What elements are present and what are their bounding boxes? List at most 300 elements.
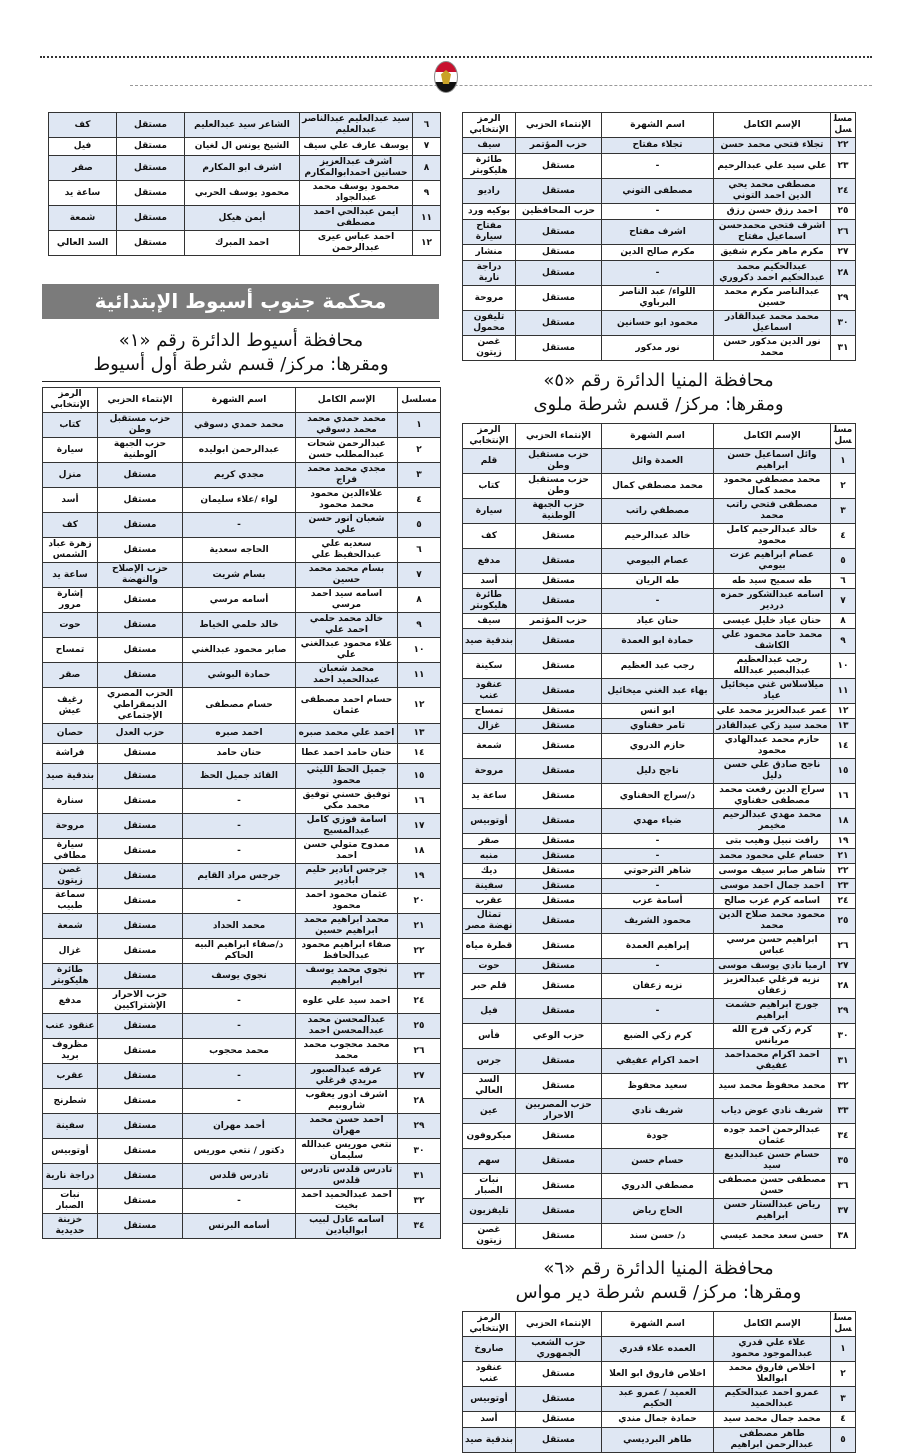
- cell-party: مستقل: [516, 1199, 602, 1224]
- cell-full-name: محمد حمدي محمد محمد دسوقي: [296, 413, 398, 438]
- cell-serial: ١٥: [831, 759, 856, 784]
- cell-full-name: عبدالناصر مكرم محمد حسين: [714, 286, 831, 311]
- cell-full-name: عمر عبدالعزيز محمد علي: [714, 704, 831, 719]
- table-row: [463, 1074, 856, 1099]
- candidates-table-minya-5: [462, 423, 856, 1249]
- table-header-row: [43, 388, 441, 413]
- cell-nickname: عصام البيومي: [602, 549, 714, 574]
- table-row: [463, 614, 856, 629]
- cell-nickname: العميد / عمرو عبد الحكيم: [602, 1387, 714, 1412]
- cell-serial: ٤: [398, 488, 441, 513]
- cell-serial: ٢٠: [398, 889, 441, 914]
- cell-serial: ١٥: [398, 764, 441, 789]
- cell-serial: ٦: [413, 113, 441, 138]
- cell-full-name: عمرو احمد عبدالحكيم عبدالحميد: [714, 1387, 831, 1412]
- cell-serial: ٣٢: [831, 1074, 856, 1099]
- table-row: [43, 864, 441, 889]
- cell-nickname: تجلاء مفتاح: [602, 138, 714, 154]
- cell-nickname: خالد عبدالرحيم: [602, 524, 714, 549]
- table-row: [43, 814, 441, 839]
- cell-full-name: بسام محمد محمد حسين: [296, 563, 398, 588]
- cell-nickname: د/صفاء ابراهيم البيه الحاكم: [183, 939, 296, 964]
- table-row: [463, 138, 856, 154]
- table-row: [463, 245, 856, 261]
- cell-serial: ٢٣: [831, 879, 856, 894]
- cell-symbol: إشارة مرور: [43, 588, 98, 613]
- cell-nickname: نجوي يوسف: [183, 964, 296, 989]
- column-header-full-name: الإسم الكامل: [296, 388, 398, 413]
- cell-party: مستقل: [98, 964, 183, 989]
- cell-symbol: سيف: [463, 614, 516, 629]
- table-row: [463, 589, 856, 614]
- cell-symbol: صقر: [463, 834, 516, 849]
- table-row: [43, 764, 441, 789]
- cell-symbol: سكينة: [463, 654, 516, 679]
- cell-serial: ١٩: [398, 864, 441, 889]
- cell-full-name: اسامه عبدالشكور حمزه دردير: [714, 589, 831, 614]
- cell-symbol: غصن زيتون: [463, 336, 516, 361]
- cell-full-name: احمد علي محمد صبره: [296, 724, 398, 744]
- cell-serial: ٢: [831, 1362, 856, 1387]
- table-header-row: [463, 424, 856, 449]
- table-row: [463, 809, 856, 834]
- cell-nickname: -: [183, 814, 296, 839]
- cell-nickname: مجدي كريم: [183, 463, 296, 488]
- cell-full-name: شعبان انور حسن علي: [296, 513, 398, 538]
- cell-full-name: جورج ابراهيم حشمت ابراهيم: [714, 999, 831, 1024]
- cell-party: حزب الجبهة الوطنية: [516, 499, 602, 524]
- cell-symbol: مروحة: [463, 286, 516, 311]
- cell-full-name: ناجح صادق علي حسن دليل: [714, 759, 831, 784]
- cell-nickname: نزيه زعفان: [602, 974, 714, 999]
- candidates-table-minya-6: [462, 1311, 856, 1453]
- table-row: [463, 909, 856, 934]
- cell-party: حزب المحافظين: [516, 204, 602, 220]
- cell-party: مستقل: [516, 809, 602, 834]
- table-row: [49, 231, 441, 256]
- cell-symbol: أسد: [463, 1412, 516, 1428]
- table-row: [463, 154, 856, 179]
- cell-symbol: أسد: [43, 488, 98, 513]
- cell-nickname: نور مدكور: [602, 336, 714, 361]
- cell-full-name: اسامه كرم عزب صالح: [714, 894, 831, 909]
- cell-nickname: حسام مصطفى: [183, 688, 296, 724]
- table-row: [463, 1199, 856, 1224]
- cell-full-name: جرجس ابادير حليم ابادير: [296, 864, 398, 889]
- cell-nickname: -: [602, 154, 714, 179]
- table-row: [463, 574, 856, 589]
- cell-full-name: احمد عباس عيرى عبدالرحمن: [300, 231, 413, 256]
- cell-party: مستقل: [516, 179, 602, 204]
- cell-serial: ٢٢: [831, 864, 856, 879]
- cell-symbol: سيارة: [463, 499, 516, 524]
- table-row: [43, 463, 441, 488]
- cell-full-name: مصطفى فتحي راتب محمد: [714, 499, 831, 524]
- cell-serial: ١٨: [831, 809, 856, 834]
- cell-serial: ١٢: [398, 688, 441, 724]
- table-row: [43, 613, 441, 638]
- table-header-row: [463, 113, 856, 138]
- cell-party: مستقل: [516, 261, 602, 286]
- cell-party: مستقل: [516, 1124, 602, 1149]
- cell-nickname: طه الريان: [602, 574, 714, 589]
- cell-symbol: شمعة: [43, 914, 98, 939]
- cell-symbol: غصن زيتون: [463, 1224, 516, 1249]
- cell-party: مستقل: [516, 999, 602, 1024]
- cell-symbol: راديو: [463, 179, 516, 204]
- cell-full-name: حنان عياد خليل عيسى: [714, 614, 831, 629]
- cell-symbol: فيل: [463, 999, 516, 1024]
- cell-symbol: عنقود عنب: [43, 1014, 98, 1039]
- cell-nickname: محمد مصطفي كمال: [602, 474, 714, 499]
- cell-full-name: محمد محجوب محمد محمد: [296, 1039, 398, 1064]
- cell-nickname: صابر محمود عبدالغني: [183, 638, 296, 663]
- cell-nickname: احمد المبرك: [185, 231, 300, 256]
- cell-nickname: حمادة البوشي: [183, 663, 296, 688]
- table-row: [463, 1149, 856, 1174]
- cell-party: مستقل: [516, 1049, 602, 1074]
- cell-symbol: ديك: [463, 864, 516, 879]
- cell-symbol: مروحة: [463, 759, 516, 784]
- cell-serial: ٢٢: [831, 138, 856, 154]
- cell-party: الحزب المصري الديمقراطي الإجتماعي: [98, 688, 183, 724]
- cell-full-name: محمد محفوظ محمد سيد: [714, 1074, 831, 1099]
- cell-party: مستقل: [516, 1074, 602, 1099]
- cell-nickname: ناجح دليل: [602, 759, 714, 784]
- cell-party: مستقل: [98, 1139, 183, 1164]
- cell-full-name: ممدوح متولي حسن احمد: [296, 839, 398, 864]
- cell-party: مستقل: [516, 759, 602, 784]
- cell-nickname: بسام شريت: [183, 563, 296, 588]
- cell-symbol: فأس: [463, 1024, 516, 1049]
- table-row: [43, 1139, 441, 1164]
- cell-symbol: صقر: [49, 156, 117, 181]
- cell-nickname: محمد محجوب: [183, 1039, 296, 1064]
- cell-serial: ٩: [413, 181, 441, 206]
- cell-full-name: محمد مهدي عبدالرحيم مخيمر: [714, 809, 831, 834]
- cell-nickname: الحاجه سعدية: [183, 538, 296, 563]
- cell-serial: ٣: [831, 499, 856, 524]
- cell-party: مستقل: [516, 574, 602, 589]
- table-row: [463, 629, 856, 654]
- cell-party: مستقل: [516, 879, 602, 894]
- cell-party: مستقل: [98, 488, 183, 513]
- cell-serial: ٢٨: [398, 1089, 441, 1114]
- table-row: [43, 889, 441, 914]
- cell-serial: ٣١: [831, 336, 856, 361]
- cell-party: حزب مستقبل وطن: [516, 449, 602, 474]
- cell-serial: ٢٦: [398, 1039, 441, 1064]
- cell-nickname: سعيد محفوظ: [602, 1074, 714, 1099]
- cell-full-name: علي سيد علي عبدالرحيم: [714, 154, 831, 179]
- cell-party: حزب مستقبل وطن: [98, 413, 183, 438]
- cell-serial: ٦: [398, 538, 441, 563]
- cell-serial: ٢٩: [831, 286, 856, 311]
- column-header-nickname: اسم الشهرة: [183, 388, 296, 413]
- table-row: [463, 959, 856, 974]
- cell-symbol: سهم: [463, 1149, 516, 1174]
- cell-symbol: ساعة يد: [43, 563, 98, 588]
- cell-symbol: ساعة يد: [49, 181, 117, 206]
- cell-symbol: تمساح: [463, 704, 516, 719]
- cell-serial: ٧: [831, 589, 856, 614]
- table-row: [43, 563, 441, 588]
- table-header-row: [463, 1312, 856, 1337]
- cell-symbol: منزل: [43, 463, 98, 488]
- cell-nickname: أحمد مهران: [183, 1114, 296, 1139]
- cell-full-name: صفاء ابراهيم محمود عبدالحافظ: [296, 939, 398, 964]
- cell-nickname: احمد اكرام عفيفي: [602, 1049, 714, 1074]
- cell-nickname: إبراهيم العمدة: [602, 934, 714, 959]
- cell-nickname: مصطفي الدروي: [602, 1174, 714, 1199]
- cell-party: مستقل: [98, 663, 183, 688]
- cell-party: مستقل: [516, 959, 602, 974]
- cell-serial: ٢٨: [831, 974, 856, 999]
- cell-symbol: تمثال نهضة مصر: [463, 909, 516, 934]
- cell-full-name: حسام علي محمود محمد: [714, 849, 831, 864]
- cell-serial: ٧: [413, 138, 441, 156]
- cell-full-name: حسام حسن عبدالبديع سيد: [714, 1149, 831, 1174]
- cell-full-name: تادرس قلدس تادرس قلدس: [296, 1164, 398, 1189]
- right-column: [462, 112, 855, 1453]
- cell-party: مستقل: [98, 814, 183, 839]
- cell-serial: ٢٤: [831, 179, 856, 204]
- cell-symbol: أوتوبيس: [463, 1387, 516, 1412]
- cell-serial: ٣٦: [831, 1174, 856, 1199]
- cell-serial: ١: [398, 413, 441, 438]
- table-row: [43, 1064, 441, 1089]
- table-row: [49, 113, 441, 138]
- cell-symbol: ساعة يد: [463, 784, 516, 809]
- cell-full-name: علاءالدين محمود محمد محمود: [296, 488, 398, 513]
- cell-full-name: ايمن عبدالحي احمد مصطفى: [300, 206, 413, 231]
- cell-full-name: رجب عبدالعظيم عبدالبصير عبدالله: [714, 654, 831, 679]
- cell-serial: ٨: [831, 614, 856, 629]
- cell-nickname: الشيخ يونس ال لغيان: [185, 138, 300, 156]
- cell-party: حزب الوعي: [516, 1024, 602, 1049]
- cell-symbol: صقر: [43, 663, 98, 688]
- cell-party: مستقل: [516, 311, 602, 336]
- cell-serial: ٢: [831, 474, 856, 499]
- cell-party: مستقل: [516, 784, 602, 809]
- cell-full-name: محمد جمال محمد سيد: [714, 1412, 831, 1428]
- column-header-full-name: الإسم الكامل: [714, 1312, 831, 1337]
- cell-symbol: فيل: [49, 138, 117, 156]
- cell-nickname: شاهر الترحوتي: [602, 864, 714, 879]
- table-row: [43, 1089, 441, 1114]
- cell-nickname: احمد صبره: [183, 724, 296, 744]
- cell-serial: ٢٥: [398, 1014, 441, 1039]
- heading-line2: ومقرها: مركز/ قسم شرطة دير مواس: [515, 1282, 802, 1303]
- candidates-table-top-right: [462, 112, 856, 361]
- column-header-nickname: اسم الشهرة: [602, 424, 714, 449]
- cell-full-name: كرم زكي فرج الله مريانس: [714, 1024, 831, 1049]
- cell-full-name: مصطفى حسن مصطفى حسن: [714, 1174, 831, 1199]
- table-row: [463, 879, 856, 894]
- header-dotted-rule: [40, 56, 872, 58]
- cell-nickname: -: [183, 1189, 296, 1214]
- cell-serial: ٤: [831, 524, 856, 549]
- court-banner: محكمة جنوب أسيوط الإبتدائية: [42, 284, 439, 319]
- table-row: [43, 688, 441, 724]
- cell-full-name: احمد حسن محمد مهران: [296, 1114, 398, 1139]
- cell-symbol: قلم حبر: [463, 974, 516, 999]
- cell-symbol: أوتوبيس: [463, 809, 516, 834]
- cell-full-name: عبدالرحمن شحات عبدالمطلب حسن: [296, 438, 398, 463]
- table-row: [49, 181, 441, 206]
- cell-symbol: أسد: [463, 574, 516, 589]
- cell-party: مستقل: [98, 538, 183, 563]
- cell-full-name: محمد شعبان عبدالحميد احمد: [296, 663, 398, 688]
- table-row: [43, 663, 441, 688]
- cell-nickname: حمادة جمال مندي: [602, 1412, 714, 1428]
- cell-symbol: عقرب: [43, 1064, 98, 1089]
- cell-symbol: خزينة حديدية: [43, 1214, 98, 1239]
- cell-nickname: حنان عياد: [602, 614, 714, 629]
- cell-nickname: القائد جميل الحظ: [183, 764, 296, 789]
- cell-symbol: نبات الصبار: [43, 1189, 98, 1214]
- cell-nickname: مكرم صالح الدين: [602, 245, 714, 261]
- cell-symbol: عنقود عنب: [463, 1362, 516, 1387]
- cell-party: حزب المؤتمر: [516, 614, 602, 629]
- cell-serial: ٣٧: [831, 1199, 856, 1224]
- cell-party: مستقل: [516, 704, 602, 719]
- cell-serial: ١٤: [831, 734, 856, 759]
- cell-full-name: خالد عبدالرحيم كامل محمود: [714, 524, 831, 549]
- cell-party: حزب الاحرار الإشتراكيين: [98, 989, 183, 1014]
- cell-nickname: -: [602, 849, 714, 864]
- table-row: [463, 894, 856, 909]
- eagle-icon: [441, 70, 451, 84]
- cell-serial: ٢٩: [831, 999, 856, 1024]
- cell-party: مستقل: [516, 974, 602, 999]
- column-header-nickname: اسم الشهرة: [602, 1312, 714, 1337]
- egypt-eagle-emblem-icon: [434, 61, 458, 93]
- table-row: [43, 989, 441, 1014]
- cell-nickname: دكتور / نتعي موريس: [183, 1139, 296, 1164]
- cell-party: مستقل: [98, 1114, 183, 1139]
- cell-serial: ٢٦: [831, 220, 856, 245]
- table-row: [463, 679, 856, 704]
- table-row: [43, 744, 441, 764]
- section-heading-minya-6: [462, 1257, 855, 1305]
- table-row: [463, 849, 856, 864]
- cell-serial: ١٤: [398, 744, 441, 764]
- cell-serial: ٢٧: [831, 959, 856, 974]
- cell-party: مستقل: [516, 909, 602, 934]
- cell-party: مستقل: [117, 206, 185, 231]
- table-row: [463, 654, 856, 679]
- table-row: [463, 1174, 856, 1199]
- cell-serial: ٦: [831, 574, 856, 589]
- cell-symbol: كف: [463, 524, 516, 549]
- cell-party: حزب مستقبل وطن: [516, 474, 602, 499]
- cell-nickname: محمد حمدي دسوقي: [183, 413, 296, 438]
- column-header-serial: مسلسل: [831, 113, 856, 138]
- table-row: [463, 1428, 856, 1453]
- cell-nickname: أيمن هيكل: [185, 206, 300, 231]
- table-row: [463, 834, 856, 849]
- cell-serial: ٢٤: [831, 894, 856, 909]
- table-row: [43, 939, 441, 964]
- cell-serial: ٢٥: [831, 204, 856, 220]
- cell-symbol: كتاب: [463, 474, 516, 499]
- cell-party: مستقل: [98, 588, 183, 613]
- cell-full-name: محمد حامد محمود علي الكاشف: [714, 629, 831, 654]
- table-row: [43, 1014, 441, 1039]
- heading-line1: محافظة المنيا الدائرة رقم «٦»: [543, 1258, 774, 1279]
- cell-nickname: -: [183, 1089, 296, 1114]
- cell-party: مستقل: [98, 1164, 183, 1189]
- cell-serial: ١: [831, 1337, 856, 1362]
- section-heading-assiut-1: [42, 329, 440, 377]
- cell-party: مستقل: [117, 231, 185, 256]
- cell-serial: ٢١: [831, 849, 856, 864]
- cell-symbol: دراجة نارية: [43, 1164, 98, 1189]
- cell-full-name: مكرم ماهر مكرم شفيق: [714, 245, 831, 261]
- cell-full-name: عصام ابراهيم عزت بيومي: [714, 549, 831, 574]
- cell-party: مستقل: [516, 864, 602, 879]
- cell-full-name: عثمان محمود احمد محمود: [296, 889, 398, 914]
- cell-nickname: محمود يوسف الحربي: [185, 181, 300, 206]
- cell-party: مستقل: [98, 839, 183, 864]
- cell-symbol: حصان: [43, 724, 98, 744]
- cell-party: مستقل: [516, 679, 602, 704]
- cell-party: مستقل: [98, 914, 183, 939]
- cell-symbol: مدفع: [463, 549, 516, 574]
- cell-party: مستقل: [98, 463, 183, 488]
- cell-serial: ٣٠: [831, 1024, 856, 1049]
- candidates-table-assiut-1: [42, 387, 441, 1239]
- cell-nickname: لواء /علاء سليمان: [183, 488, 296, 513]
- cell-party: مستقل: [98, 513, 183, 538]
- column-header-symbol: الرمز الإنتخابي: [463, 113, 516, 138]
- table-row: [49, 156, 441, 181]
- cell-symbol: منبه: [463, 849, 516, 864]
- cell-nickname: اخلاص فاروق ابو العلا: [602, 1362, 714, 1387]
- cell-full-name: محمد مصطفي محمود محمد كمال: [714, 474, 831, 499]
- cell-symbol: سفينة: [43, 1114, 98, 1139]
- cell-nickname: ضياء مهدي: [602, 809, 714, 834]
- cell-nickname: العمدة وائل: [602, 449, 714, 474]
- cell-full-name: احمد جمال احمد موسى: [714, 879, 831, 894]
- heading-line1: محافظة المنيا الدائرة رقم «٥»: [543, 370, 774, 391]
- cell-full-name: محمود يوسف محمد عبدالجواد: [300, 181, 413, 206]
- cell-serial: ١٢: [831, 704, 856, 719]
- table-row: [43, 1114, 441, 1139]
- cell-party: مستقل: [516, 524, 602, 549]
- cell-party: مستقل: [117, 113, 185, 138]
- cell-symbol: عين: [463, 1099, 516, 1124]
- cell-nickname: تامر حفناوي: [602, 719, 714, 734]
- table-row: [463, 474, 856, 499]
- cell-full-name: حسام احمد مصطفى عثمان: [296, 688, 398, 724]
- cell-nickname: بهاء عبد الغني ميخائيل: [602, 679, 714, 704]
- cell-serial: ١٩: [831, 834, 856, 849]
- cell-full-name: نور الدين مدكور حسن محمد: [714, 336, 831, 361]
- table-row: [43, 438, 441, 463]
- cell-full-name: ميلاسلاس غني ميخائيل عياد: [714, 679, 831, 704]
- cell-symbol: بندقية صيد: [463, 629, 516, 654]
- cell-party: مستقل: [98, 1014, 183, 1039]
- cell-symbol: غزال: [43, 939, 98, 964]
- cell-symbol: غزال: [463, 719, 516, 734]
- cell-serial: ٣: [831, 1387, 856, 1412]
- cell-party: مستقل: [516, 220, 602, 245]
- table-row: [43, 839, 441, 864]
- cell-symbol: زهرة عباد الشمس: [43, 538, 98, 563]
- table-row: [463, 999, 856, 1024]
